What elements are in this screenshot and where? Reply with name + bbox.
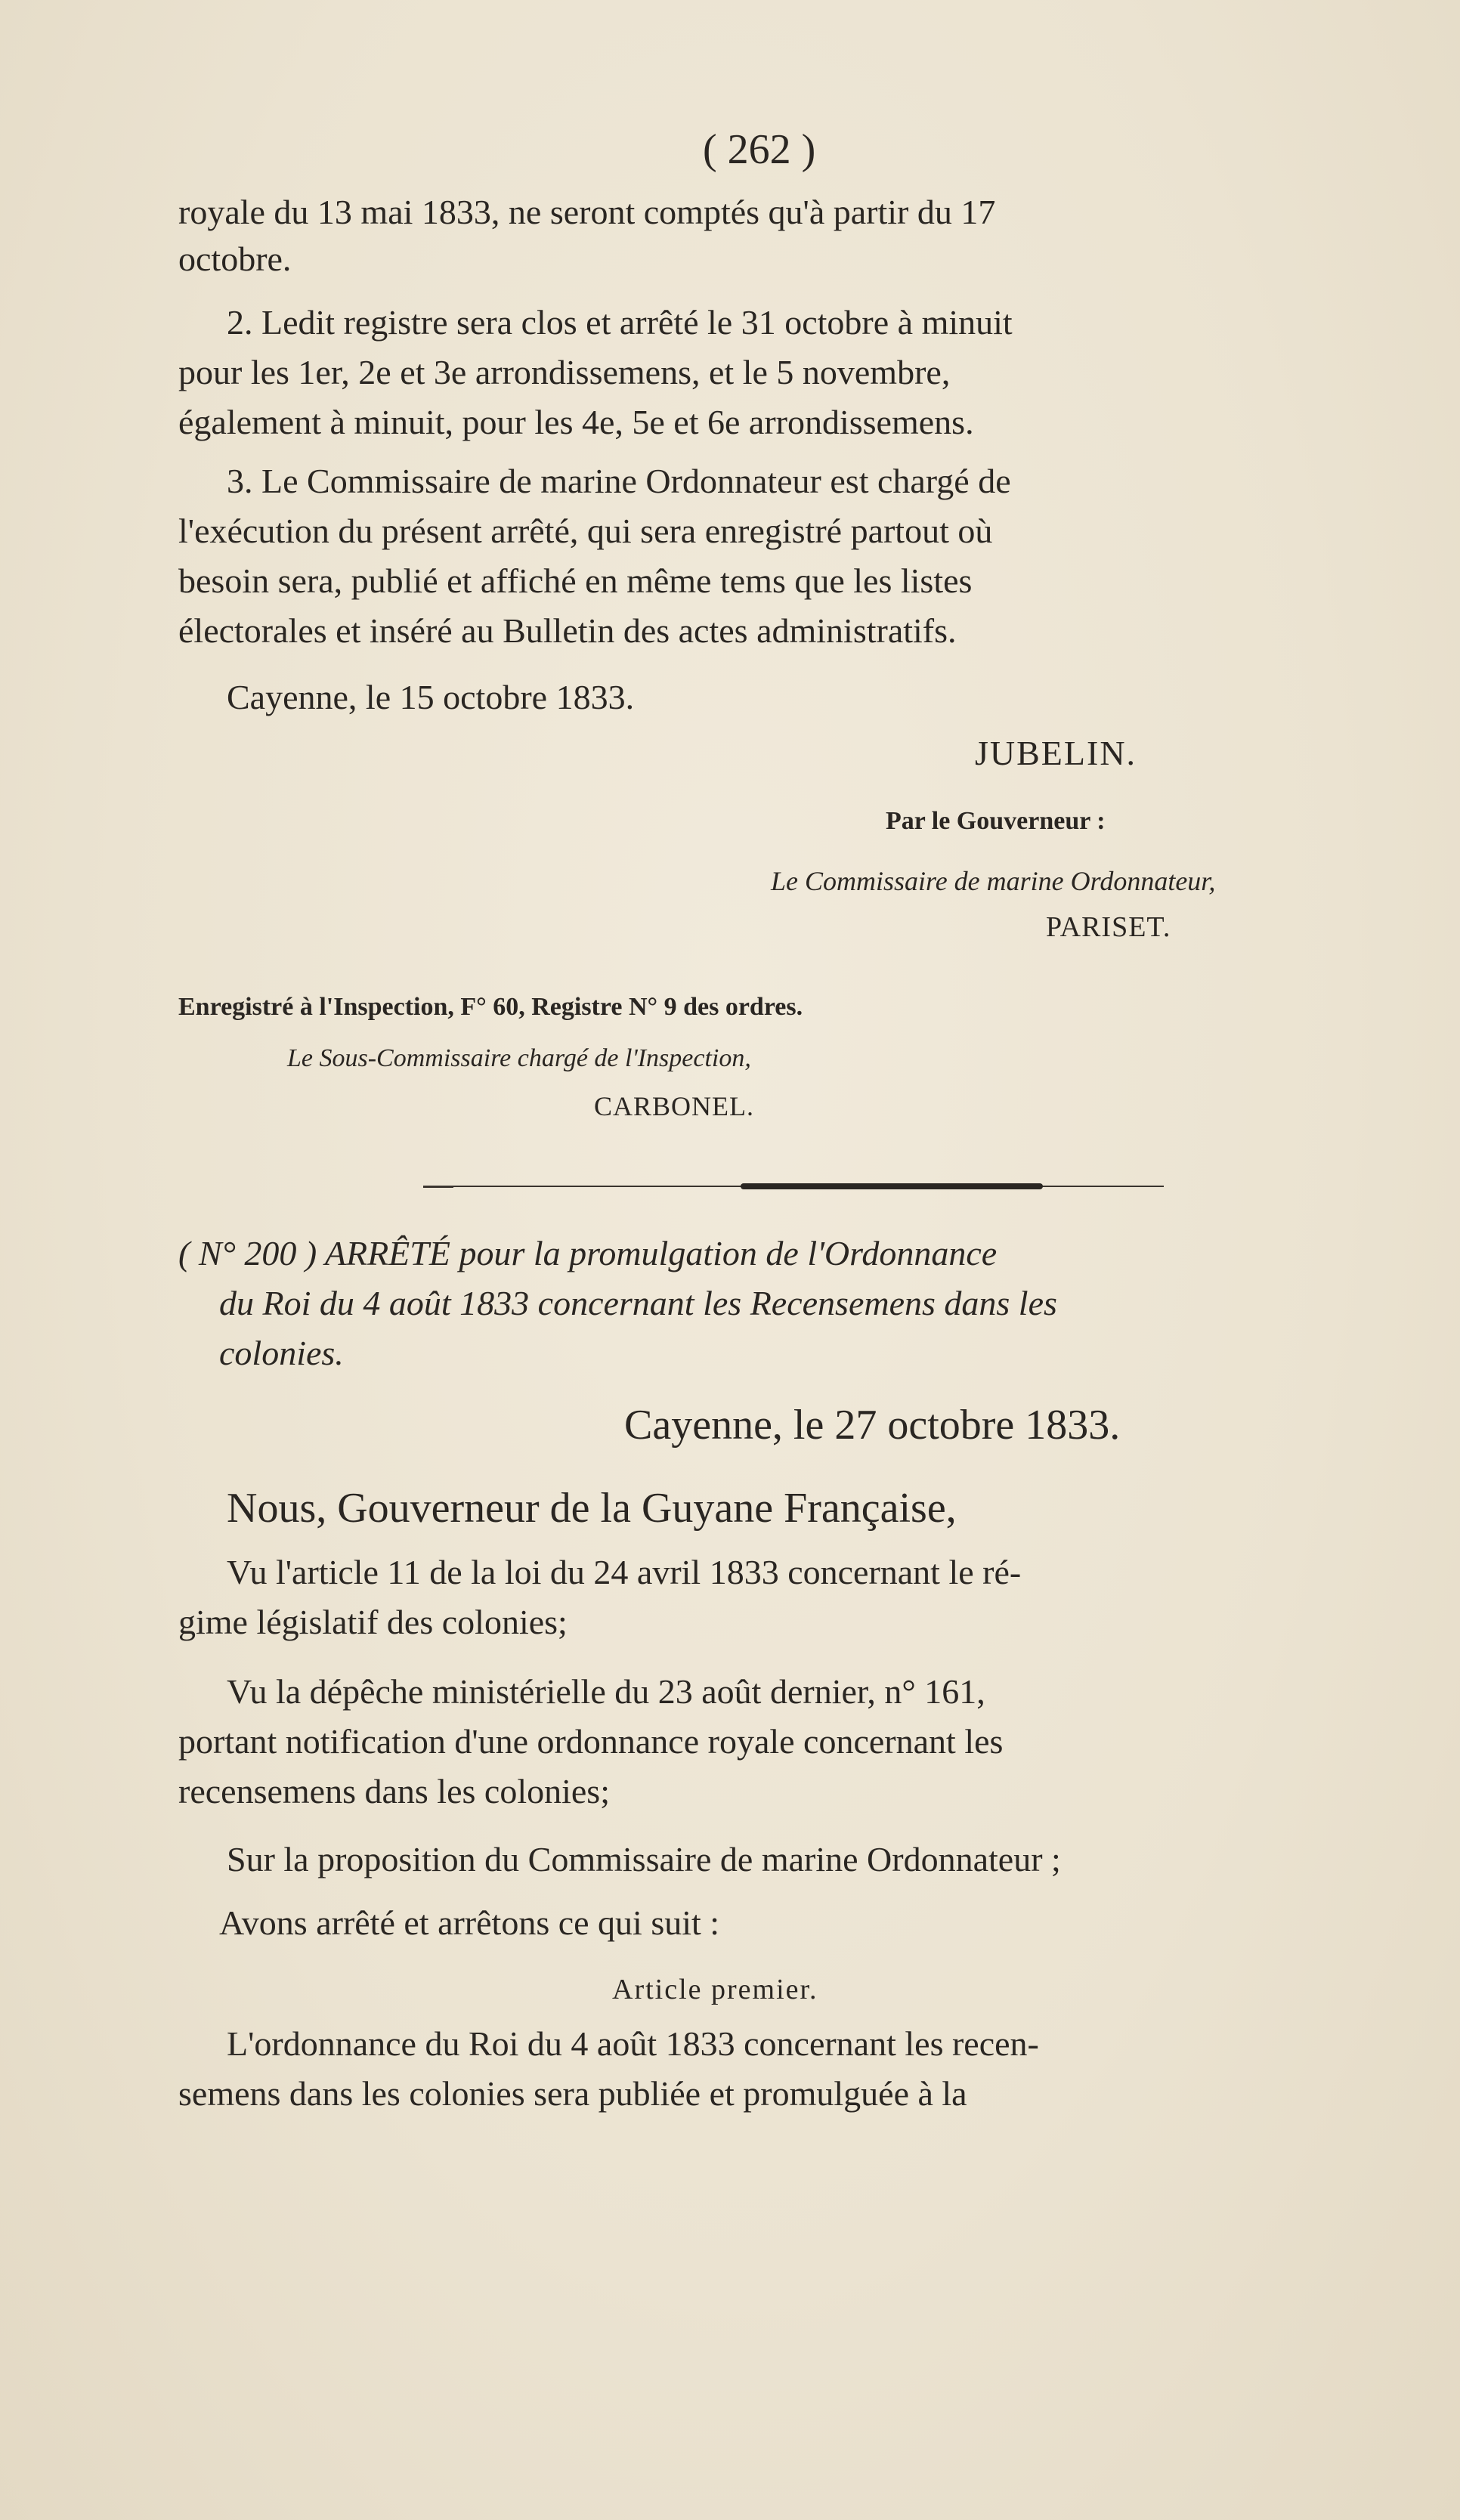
text-line: besoin sera, publié et affiché en même tems que les listes <box>178 561 973 600</box>
registration-officer: Le Sous-Commissaire chargé de l'Inspection, <box>287 1044 751 1072</box>
signature-name-2: PARISET. <box>1046 911 1171 943</box>
text-line: royale du 13 mai 1833, ne seront comptés qu'à partir du 17 <box>178 193 996 231</box>
registration-line: Enregistré à l'Inspection, F° 60, Registre N° 9 des ordres. <box>178 993 803 1021</box>
consideration-line: recensemens dans les colonies; <box>178 1772 610 1810</box>
article-line: semens dans les colonies sera publiée et promulguée à la <box>178 2074 967 2113</box>
consideration-line: Avons arrêté et arrêtons ce qui suit : <box>219 1903 720 1942</box>
text-line: également à minuit, pour les 4e, 5e et 6e arrondissemens. <box>178 403 974 441</box>
date-line: Cayenne, le 27 octobre 1833. <box>624 1402 1121 1449</box>
signature-role: Le Commissaire de marine Ordonnateur, <box>771 866 1216 896</box>
signature-by: Par le Gouverneur : <box>886 807 1106 835</box>
registration-name: CARBONEL. <box>594 1091 755 1121</box>
article-line: L'ordonnance du Roi du 4 août 1833 concernant les recen- <box>227 2024 1039 2063</box>
text-line: octobre. <box>178 240 292 278</box>
article-title: Article premier. <box>612 1974 818 2005</box>
consideration-line: Vu la dépêche ministérielle du 23 août dernier, n° 161, <box>227 1672 985 1711</box>
nous-line: Nous, Gouverneur de la Guyane Française, <box>227 1485 957 1532</box>
text-line: pour les 1er, 2e et 3e arrondissemens, et le 5 novembre, <box>178 353 951 391</box>
text-line: électorales et inséré au Bulletin des actes administratifs. <box>178 611 957 650</box>
text-line: 2. Ledit registre sera clos et arrêté le 31 octobre à minuit <box>227 303 1013 342</box>
arrete-header-line: du Roi du 4 août 1833 concernant les Recensemens dans les <box>219 1284 1057 1322</box>
section-divider <box>423 1180 1164 1192</box>
consideration-line: gime législatif des colonies; <box>178 1603 568 1641</box>
arrete-header-line: colonies. <box>219 1334 344 1372</box>
consideration-line: portant notification d'une ordonnance royale concernant les <box>178 1722 1004 1761</box>
date-line: Cayenne, le 15 octobre 1833. <box>227 678 635 716</box>
text-line: 3. Le Commissaire de marine Ordonnateur est chargé de <box>227 462 1011 500</box>
consideration-line: Sur la proposition du Commissaire de marine Ordonnateur ; <box>227 1840 1061 1878</box>
signature-name: JUBELIN. <box>975 734 1137 772</box>
arrete-header-line: ( N° 200 ) ARRÊTÉ pour la promulgation de l'Ordonnance <box>178 1234 998 1272</box>
text-line: l'exécution du présent arrêté, qui sera enregistré partout où <box>178 512 993 550</box>
consideration-line: Vu l'article 11 de la loi du 24 avril 1833 concernant le ré- <box>227 1553 1022 1591</box>
page-number: ( 262 ) <box>703 126 816 173</box>
